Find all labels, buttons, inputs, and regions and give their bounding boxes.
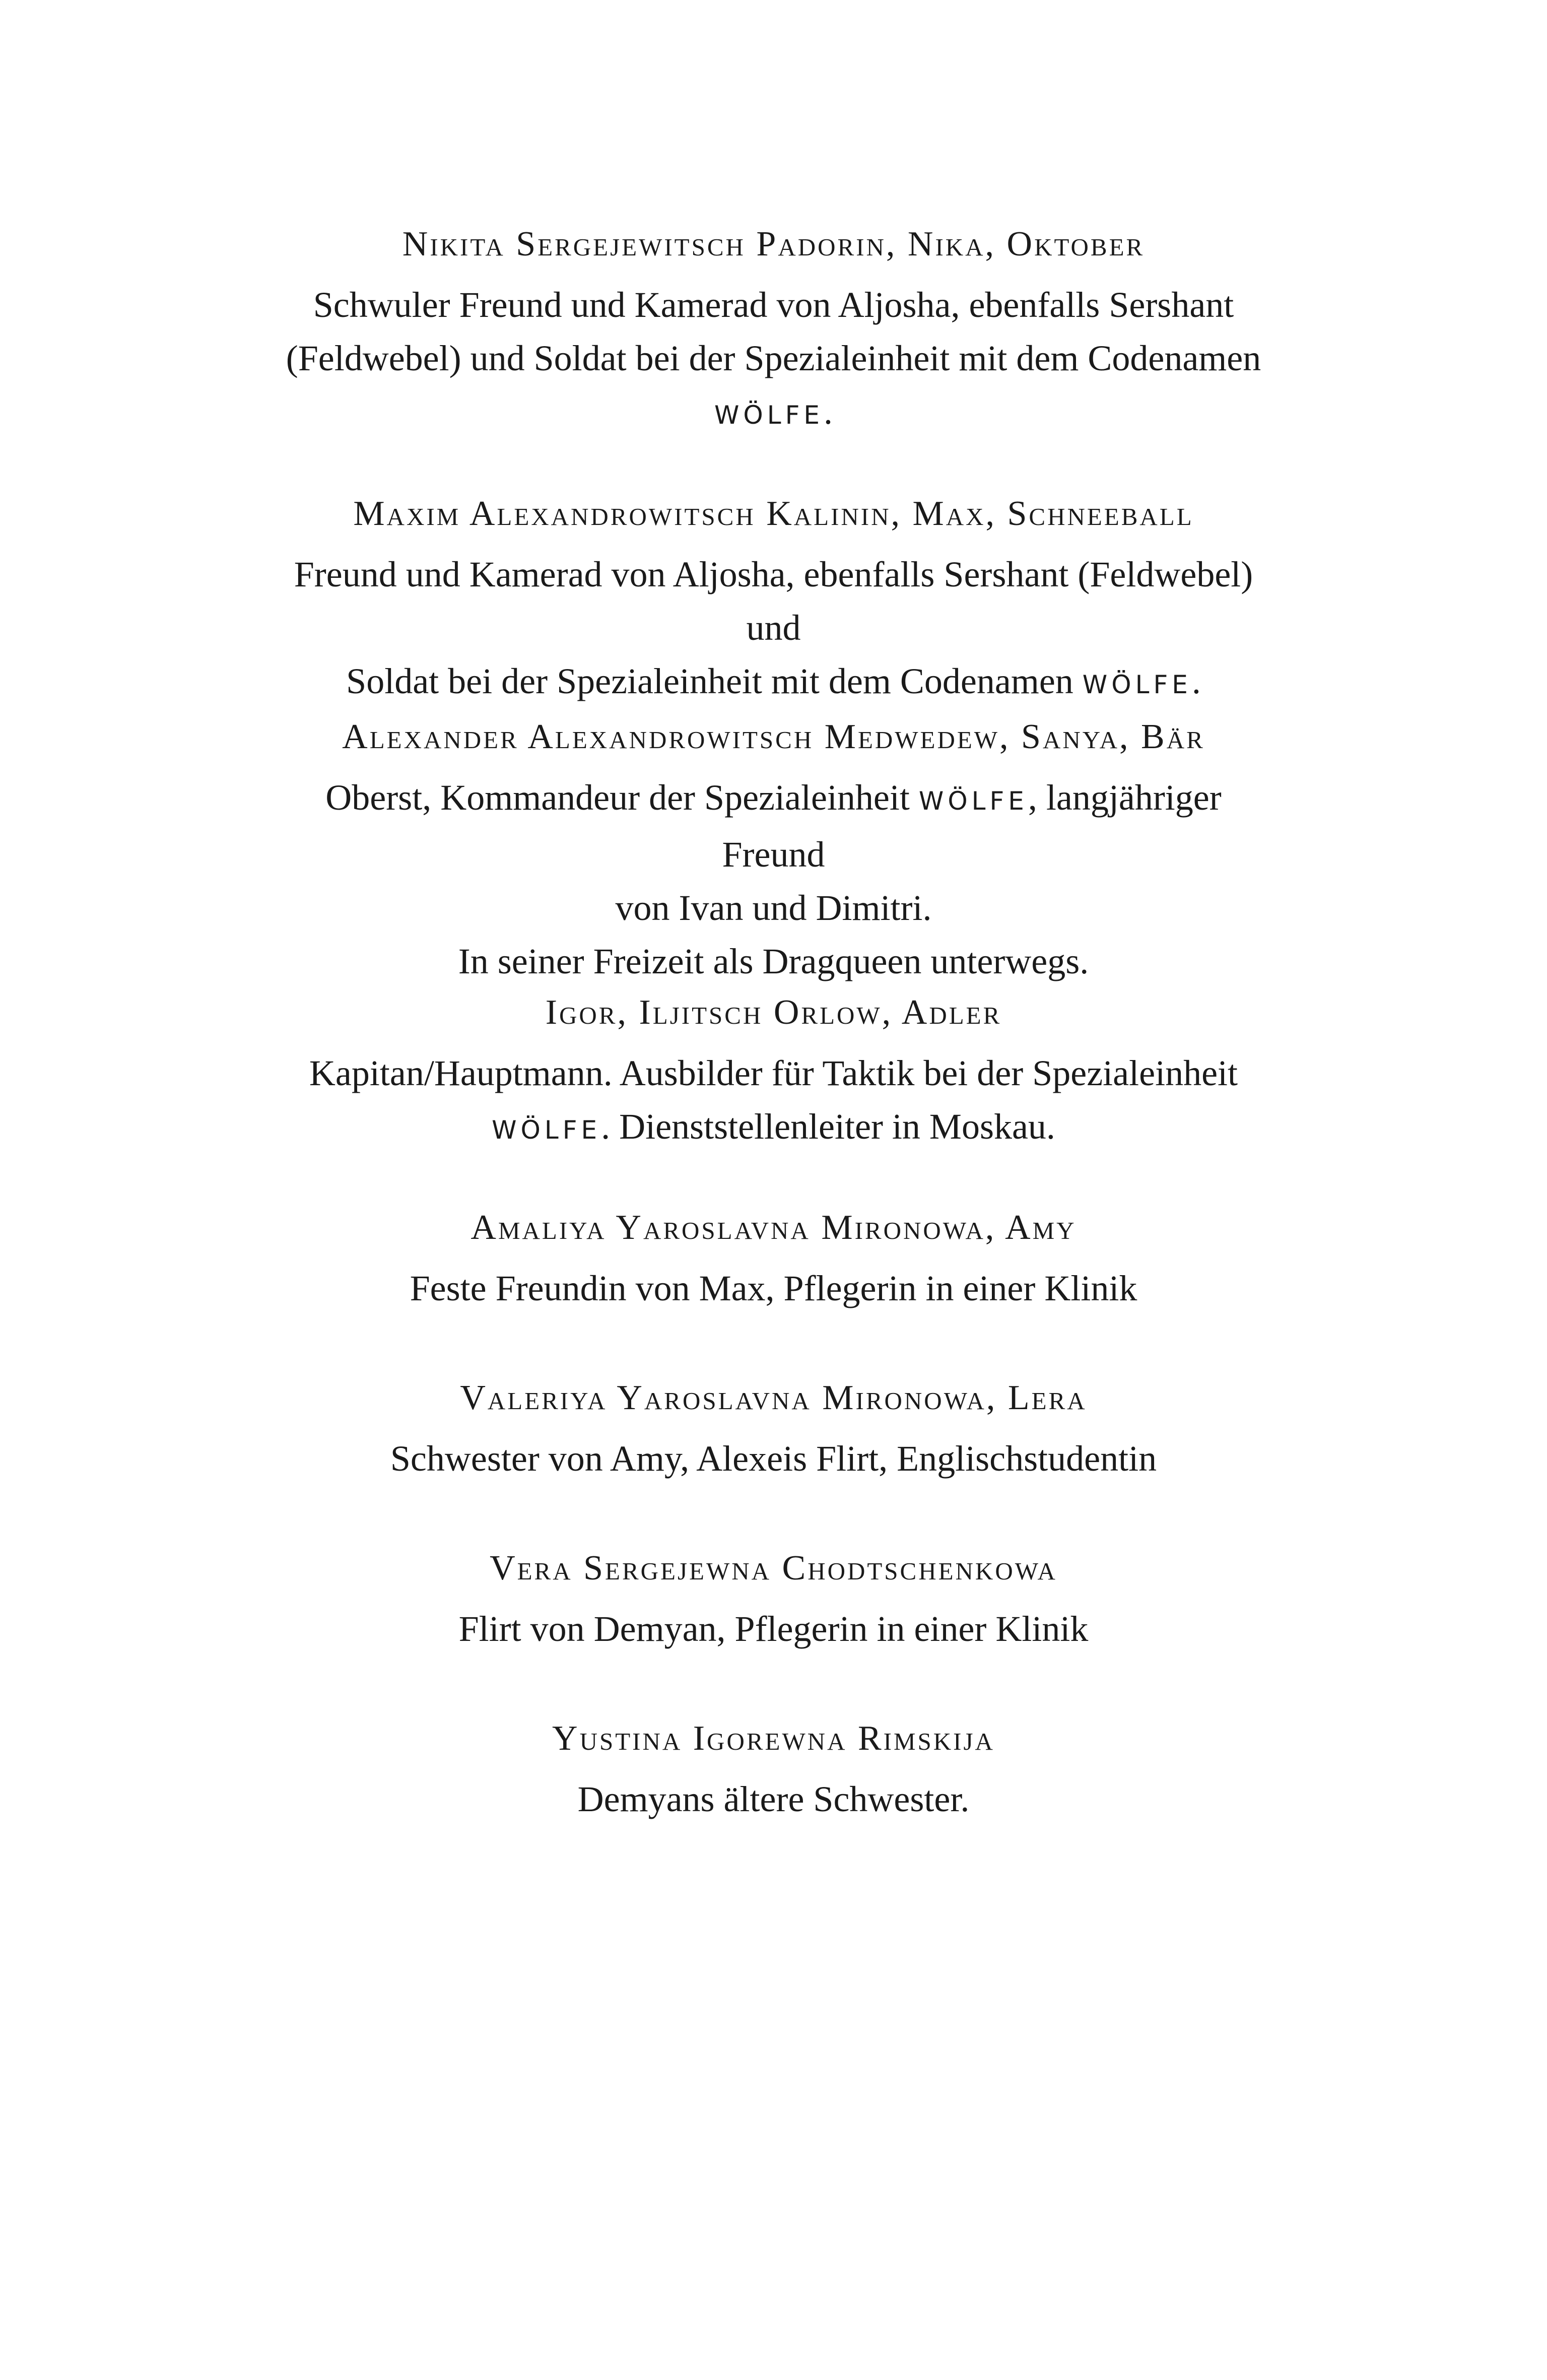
unit-codename: WÖLFE [918,786,1028,816]
character-description [282,278,1265,442]
character-description [282,1602,1265,1656]
character-description [282,1046,1265,1157]
character-entry-alexander [282,714,1265,988]
character-name: Amaliya Yaroslavna Mironowa, Amy [470,1208,1077,1247]
description-line: Soldat bei der Spezialeinheit mit dem Codenamen WÖLFE. [346,661,1201,701]
character-name: Nikita Sergejewitsch Padorin, Nika, Oktober [402,225,1145,263]
description-line: WÖLFE. [714,391,833,432]
description-line: Demyans ältere Schwester. [577,1779,970,1819]
character-name: Maxim Alexandrowitsch Kalinin, Max, Schneeball [353,494,1194,533]
character-entry-amaliya [282,1205,1265,1315]
character-description [282,1262,1265,1315]
character-entry-maxim [282,491,1265,711]
character-name: Alexander Alexandrowitsch Medwedew, Sanya, Bär [342,717,1205,756]
description-line: In seiner Freizeit als Dragqueen unterwegs. [458,941,1089,981]
description-line: von Ivan und Dimitri. [615,888,932,928]
character-entry-valeriya [282,1375,1265,1485]
description-line: Oberst, Kommandeur der Spezialeinheit WÖLFE, langjähriger Freund [325,777,1222,875]
character-name: Yustina Igorewna Rimskija [552,1719,995,1758]
description-line: (Feldwebel) und Soldat bei der Spezialeinheit mit dem Codenamen [286,338,1261,378]
description-line: Schwester von Amy, Alexeis Flirt, Englischstudentin [390,1438,1157,1479]
character-description [282,548,1265,711]
character-name: Vera Sergejewna Chodtschenkowa [490,1549,1057,1588]
unit-codename: WÖLFE [1082,670,1192,699]
character-name: Igor, Iljitsch Orlow, Adler [545,993,1002,1032]
character-entry-igor [282,990,1265,1157]
character-entry-nikita [282,222,1265,442]
description-line: Schwuler Freund und Kamerad von Aljosha, ebenfalls Sershant [313,285,1234,325]
description-line: WÖLFE. Dienststellenleiter in Moskau. [492,1106,1055,1147]
character-description [282,1772,1265,1826]
unit-codename: WÖLFE [714,401,824,430]
character-entry-vera [282,1546,1265,1656]
description-line: Flirt von Demyan, Pflegerin in einer Klinik [458,1609,1089,1649]
description-line: Freund und Kamerad von Aljosha, ebenfalls Sershant (Feldwebel) und [294,554,1253,648]
character-description [282,771,1265,988]
character-name: Valeriya Yaroslavna Mironowa, Lera [460,1378,1087,1417]
character-description [282,1432,1265,1485]
unit-codename: WÖLFE [492,1115,601,1145]
description-line: Kapitan/Hauptmann. Ausbilder für Taktik bei der Spezialeinheit [309,1053,1238,1093]
description-line: Feste Freundin von Max, Pflegerin in einer Klinik [410,1268,1137,1308]
character-entry-yustina [282,1716,1265,1826]
